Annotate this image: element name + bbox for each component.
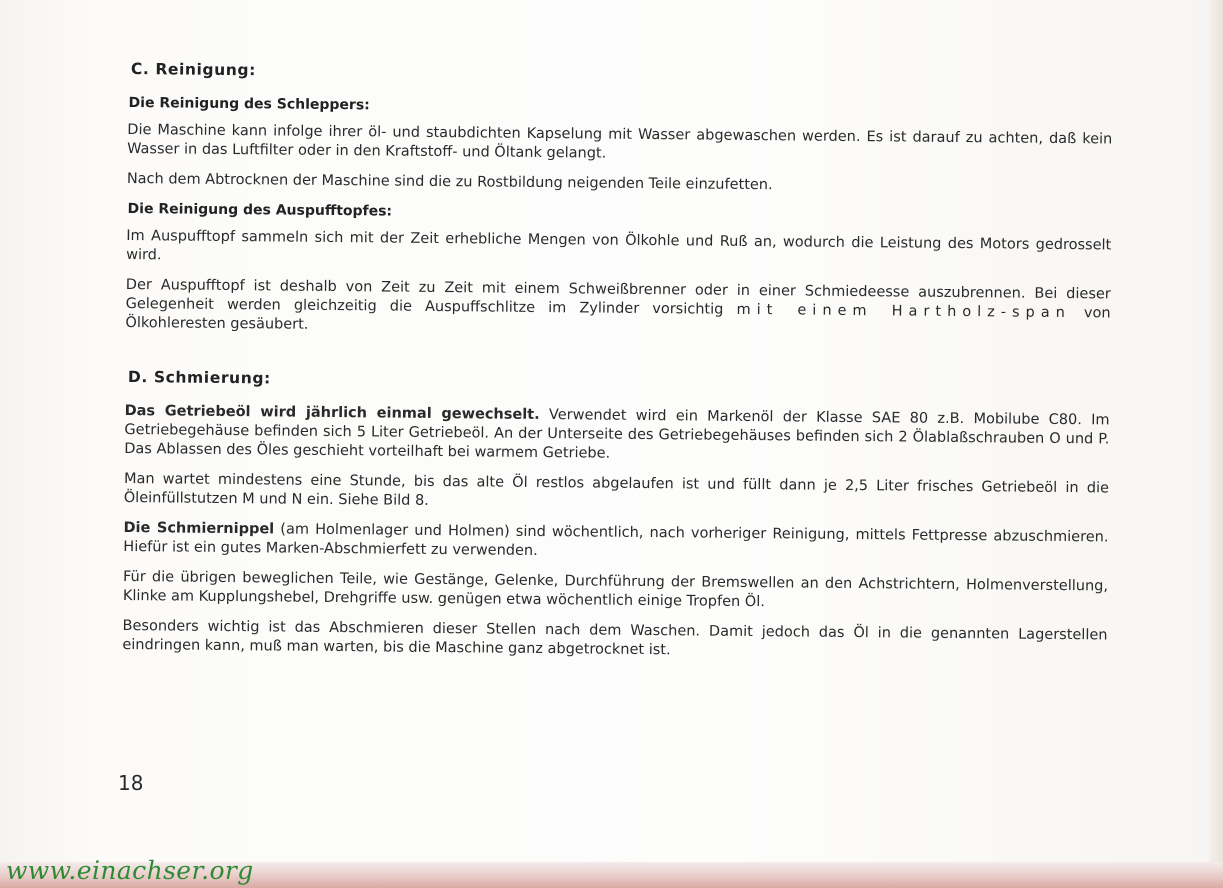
paragraph-washing: Die Maschine kann infolge ihrer öl- und staubdichten Kapselung mit Wasser abgewaschen werden. Es ist darauf zu achten, daß kein Wasser in das Luftfilter oder in den Kraftstoff- und Öltank gelangt. <box>127 121 1113 162</box>
paragraph-gear-oil <box>124 402 1110 468</box>
subheading-schlepper: Die Reinigung des Schleppers: <box>128 95 370 114</box>
spaced-text: mit einem Hartholz-span <box>736 301 1071 322</box>
grease-nipples-text: (am Holmenlager und Holmen) sind wöchentlich, nach vorheriger Reinigung, mittels Fettpresse abzuschmieren. Hiefür ist ein gutes Marken-Abschmierfett zu verwenden. <box>123 521 1109 559</box>
paragraph-greasing: Nach dem Abtrocknen der Maschine sind die zu Rostbildung neigenden Teile einzufetten. <box>126 170 773 194</box>
paragraph-burn-out <box>125 276 1111 342</box>
page-number: 18 <box>118 771 144 795</box>
burn-out-text: Der Auspufftopf ist deshalb von Zeit zu Zeit mit einem Schweißbrenner oder in einer Schmiedeesse auszubrennen. Bei dieser Gelegenheit werden gleichzeitig die Auspuffschlitze im Zylinder vorsichtig <box>125 276 1111 318</box>
gear-oil-lead: Das Getriebeöl wird jährlich einmal gewechselt. <box>124 402 540 423</box>
subheading-auspufftopf: Die Reinigung des Auspufftopfes: <box>127 201 393 220</box>
paragraph-soot: Im Auspufftopf sammeln sich mit der Zeit erhebliche Mengen von Ölkohle und Ruß an, wodurch die Leistung des Motors gedrosselt wird. <box>126 227 1112 264</box>
paragraph-moving-parts: Für die übrigen beweglichen Teile, wie Gestänge, Gelenke, Durchführung der Bremswellen an den Achstrichtern, Holmenverstellung, Klinke am Kupplungshebel, Drehgriffe usw. genügen etwa wöchentlich einige Tropfen Öl. <box>122 568 1109 611</box>
watermark-url: www.einachser.org <box>6 856 254 885</box>
page-edge-shadow <box>1209 0 1223 888</box>
gear-oil-text: Verwendet wird ein Markenöl der Klasse SAE 80 z.B. Mobilube C80. Im Getriebegehäuse befinden sich 5 Liter Getriebeöl. An der Unterseite des Getriebegehäuses befinden sich 2 Ölablaßschrauben O und P. Das Ablassen des Öles geschieht vorteilhaft bei warmem Getriebe. <box>124 407 1110 462</box>
grease-nipples-lead: Die Schmiernippel <box>123 519 275 538</box>
paragraph-after-washing: Besonders wichtig ist das Abschmieren dieser Stellen nach dem Waschen. Damit jedoch das Öl in die genannten Lagerstellen eindringen kann, muß man warten, bis die Maschine ganz abgetrocknet ist. <box>122 617 1108 659</box>
document-body <box>122 60 1113 675</box>
paragraph-oil-refill: Man wartet mindestens eine Stunde, bis das alte Öl restlos abgelaufen ist und füllt dann je 2,5 Liter frisches Getriebeöl in die Öleinfüllstutzen M und N ein. Siehe Bild 8. <box>123 470 1110 509</box>
section-c-title: C. Reinigung: <box>130 60 257 80</box>
paragraph-grease-nipples <box>123 519 1108 566</box>
burn-out-text-end: von Ölkohleresten gesäubert. <box>125 305 1111 333</box>
section-d-title: D. Schmierung: <box>127 368 271 388</box>
